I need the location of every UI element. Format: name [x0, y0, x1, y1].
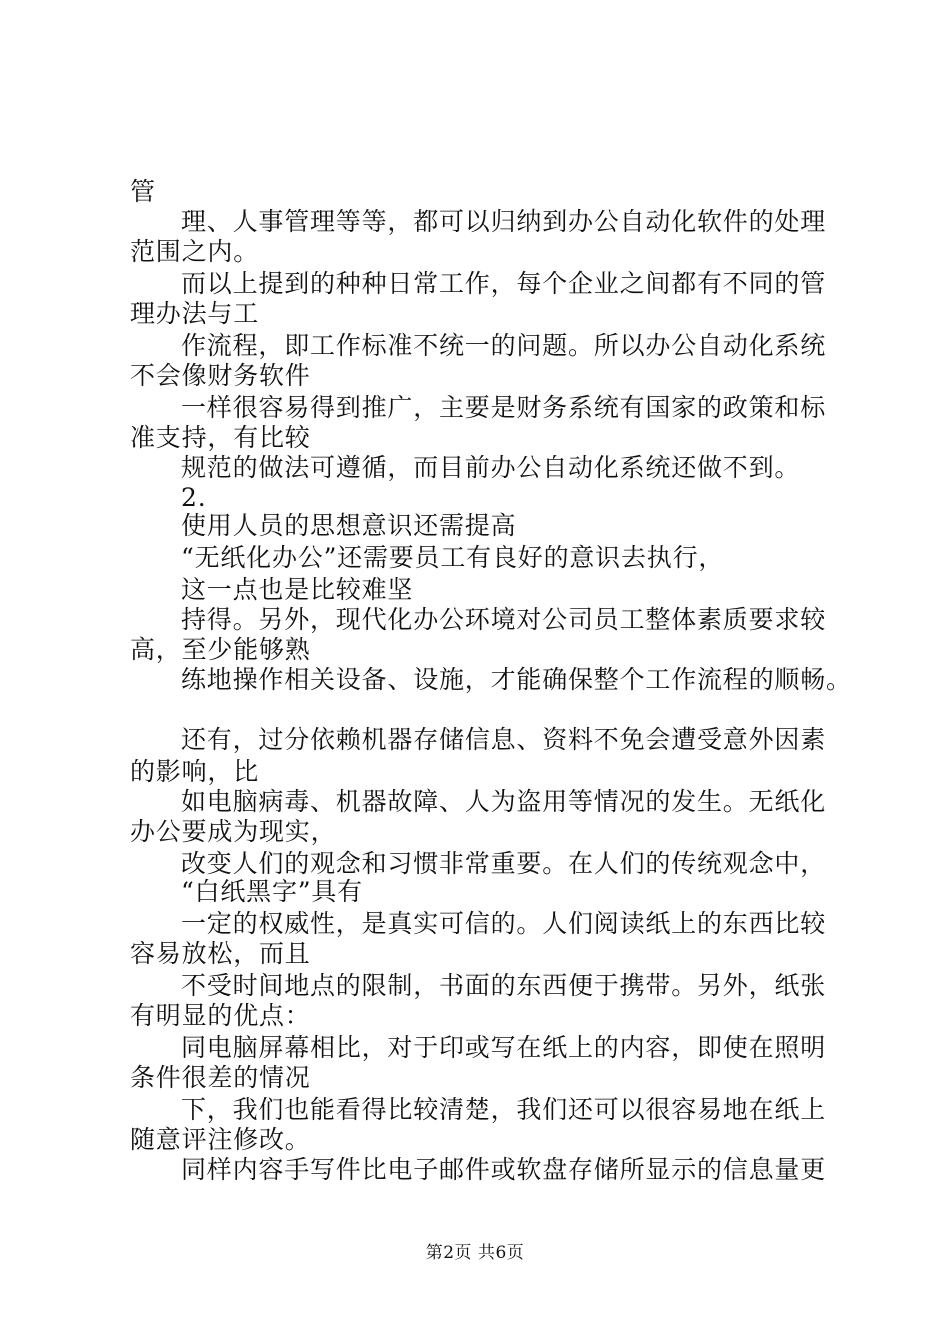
text-line: 高，至少能够熟: [130, 635, 311, 664]
text-line: 同样内容手写件比电子邮件或软盘存储所显示的信息量更: [181, 1155, 827, 1184]
text-line: 办公要成为现实，: [130, 817, 337, 846]
page-number-footer: 第2页 共6页: [425, 1243, 525, 1263]
text-line: 有明显的优点：: [130, 1001, 311, 1030]
text-line: 管: [130, 177, 156, 206]
text-line: 规范的做法可遵循，而目前办公自动化系统还做不到。: [181, 453, 801, 482]
text-line: 同电脑屏幕相比，对于印或写在纸上的内容，即使在照明: [181, 1033, 827, 1062]
text-line: 作流程，即工作标准不统一的问题。所以办公自动化系统: [181, 331, 827, 360]
text-line: 容易放松，而且: [130, 939, 311, 968]
text-line: 条件很差的情况: [130, 1063, 311, 1092]
text-line: 持得。另外，现代化办公环境对公司员工整体素质要求较: [181, 605, 827, 634]
text-line: 而以上提到的种种日常工作，每个企业之间都有不同的管: [181, 269, 827, 298]
text-line: 如电脑病毒、机器故障、人为盗用等情况的发生。无纸化: [181, 787, 827, 816]
text-line: 不受时间地点的限制，书面的东西便于携带。另外，纸张: [181, 971, 827, 1000]
text-line: 不会像财务软件: [130, 361, 311, 390]
section-heading: 使用人员的思想意识还需提高: [181, 511, 517, 540]
text-line: 范围之内。: [130, 237, 260, 266]
text-line: 的影响，比: [130, 757, 260, 786]
text-line: 随意评注修改。: [130, 1125, 311, 1154]
text-line: “白纸黑字”具有: [181, 877, 363, 906]
text-line: 一样很容易得到推广，主要是财务系统有国家的政策和标: [181, 393, 827, 422]
text-line: 练地操作相关设备、设施，才能确保整个工作流程的顺畅。: [181, 665, 852, 694]
text-line: 准支持，有比较: [130, 423, 311, 452]
section-number: 2.: [181, 483, 207, 512]
text-line: 这一点也是比较难坚: [181, 575, 414, 604]
text-line: 一定的权威性，是真实可信的。人们阅读纸上的东西比较: [181, 909, 827, 938]
text-line: 还有，过分依赖机器存储信息、资料不免会遭受意外因素: [181, 725, 827, 754]
text-line: 理、人事管理等等，都可以归纳到办公自动化软件的处理: [181, 207, 827, 236]
text-line: 理办法与工: [130, 299, 260, 328]
text-line: “无纸化办公”还需要员工有良好的意识去执行，: [181, 543, 725, 572]
text-line: 改变人们的观念和习惯非常重要。在人们的传统观念中，: [181, 849, 827, 878]
text-line: 下，我们也能看得比较清楚，我们还可以很容易地在纸上: [181, 1095, 827, 1124]
